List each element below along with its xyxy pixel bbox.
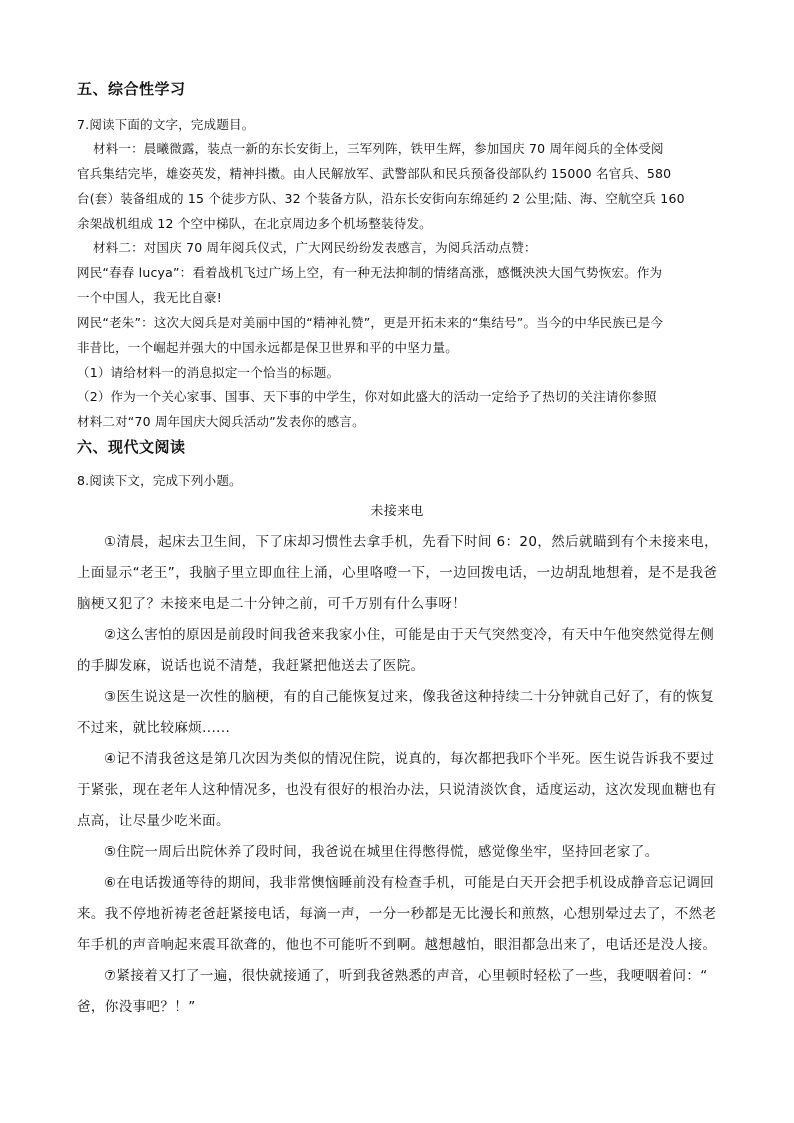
paragraph-line: ⑦紧接着又打了一遍，很快就接通了，听到我爸熟悉的声音，心里顿时轻松了一些，我哽咽着问：“	[104, 968, 708, 984]
paragraph-line: 上面显示“老王”，我脑子里立即血往上涌，心里咯噔一下，一边回拨电话，一边胡乱地想着，是不是我爸	[77, 565, 718, 581]
netizen-comment-line: 网民“老朱”：这次大阅兵是对美丽中国的“精神礼赞”，更是开拓未来的“集结号”。当今的中华民族已是今	[77, 315, 664, 330]
material-one-line: 余架战机组成 12 个空中梯队，在北京周边多个机场整装待发。	[77, 216, 432, 231]
netizen-comment-line: 网民“春春 lucya”：看着战机飞过广场上空，有一种无法抑制的情绪高涨，感慨泱泱大国气势恢宏。作为	[77, 265, 663, 280]
netizen-comment-line: 一个中国人，我无比自豪!	[77, 290, 222, 305]
paragraph-line: ①清晨，起床去卫生间，下了床却习惯性去拿手机，先看下时间 6：20，然后就瞄到有个未接来电，	[104, 534, 719, 550]
material-one-line: 台(套）装备组成的 15 个徒步方队、32 个装备方队，沿东长安街向东绵延约 2 公里;陆、海、空航空兵 160	[77, 191, 685, 206]
section-heading: 五、综合性学习	[77, 80, 186, 98]
paragraph-line: 不过来，就比较麻烦......	[77, 720, 231, 736]
material-one-line: 材料一：晨曦微露，装点一新的东长安街上，三军列阵，铁甲生辉，参加国庆 70 周年阅兵的全体受阅	[93, 141, 664, 156]
paragraph-line: 于紧张，现在老年人这种情况多，也没有很好的根治办法，只说清淡饮食，适度运动，这次发现血糖也有	[77, 782, 717, 798]
paragraph-line: 脑梗又犯了？未接来电是二十分钟之前，可千万别有什么事呀！	[77, 596, 467, 612]
task-two-line: 材料二对“70 周年国庆大阅兵活动”发表你的感言。	[77, 414, 365, 429]
material-two-intro: 材料二：对国庆 70 周年阅兵仪式，广大网民纷纷发表感言，为阅兵活动点赞：	[93, 240, 537, 255]
paragraph-line: 年手机的声音响起来震耳欲聋的，他也不可能听不到啊。越想越怕，眼泪都急出来了，电话还是没人接。	[77, 937, 717, 953]
question-prompt: 8.阅读下文，完成下列小题。	[77, 473, 242, 488]
paragraph-line: 的手脚发麻，说话也说不清楚，我赶紧把他送去了医院。	[77, 658, 425, 674]
task-one: （1）请给材料一的消息拟定一个恰当的标题。	[77, 365, 340, 380]
task-two-line: （2）作为一个关心家事、国事、天下事的中学生，你对如此盛大的活动一定给予了热切的关注请你参照	[77, 389, 657, 404]
netizen-comment-line: 非昔比，一个崛起并强大的中国永远都是保卫世界和平的中坚力量。	[77, 340, 459, 355]
paragraph-line: 爸，你没事吧？！”	[77, 999, 196, 1015]
material-one-line: 官兵集结完毕，雄姿英发，精神抖擞。由人民解放军、武警部队和民兵预备役部队约 15000 名官兵、580	[77, 166, 672, 181]
question-prompt: 7.阅读下面的文字，完成题目。	[77, 117, 255, 132]
paragraph-line: ⑥在电话拨通等待的期间，我非常懊恼睡前没有检查手机，可能是白天开会把手机设成静音忘记调回	[104, 875, 715, 891]
paragraph-line: ⑤住院一周后出院休养了段时间，我爸说在城里住得憋得慌，感觉像坐牢，坚持回老家了。	[104, 844, 659, 860]
paragraph-line: ④记不清我爸这是第几次因为类似的情况住院，说真的，每次都把我吓个半死。医生说告诉我不要过	[104, 751, 715, 767]
section-heading: 六、现代文阅读	[77, 438, 186, 456]
paragraph-line: 点高，让尽量少吃米面。	[77, 813, 230, 829]
paragraph-line: ②这么害怕的原因是前段时间我爸来我家小住，可能是由于天气突然变冷，有天中午他突然觉得左侧	[104, 627, 715, 643]
article-title: 未接来电	[370, 504, 424, 519]
paragraph-line: ③医生说这是一次性的脑梗，有的自己能恢复过来，像我爸这种持续二十分钟就自己好了，有的恢复	[104, 689, 715, 705]
paragraph-line: 来。我不停地祈祷老爸赶紧接电话，每滴一声，一分一秒都是无比漫长和煎熬，心想别晕过去了，不然老	[77, 906, 717, 922]
